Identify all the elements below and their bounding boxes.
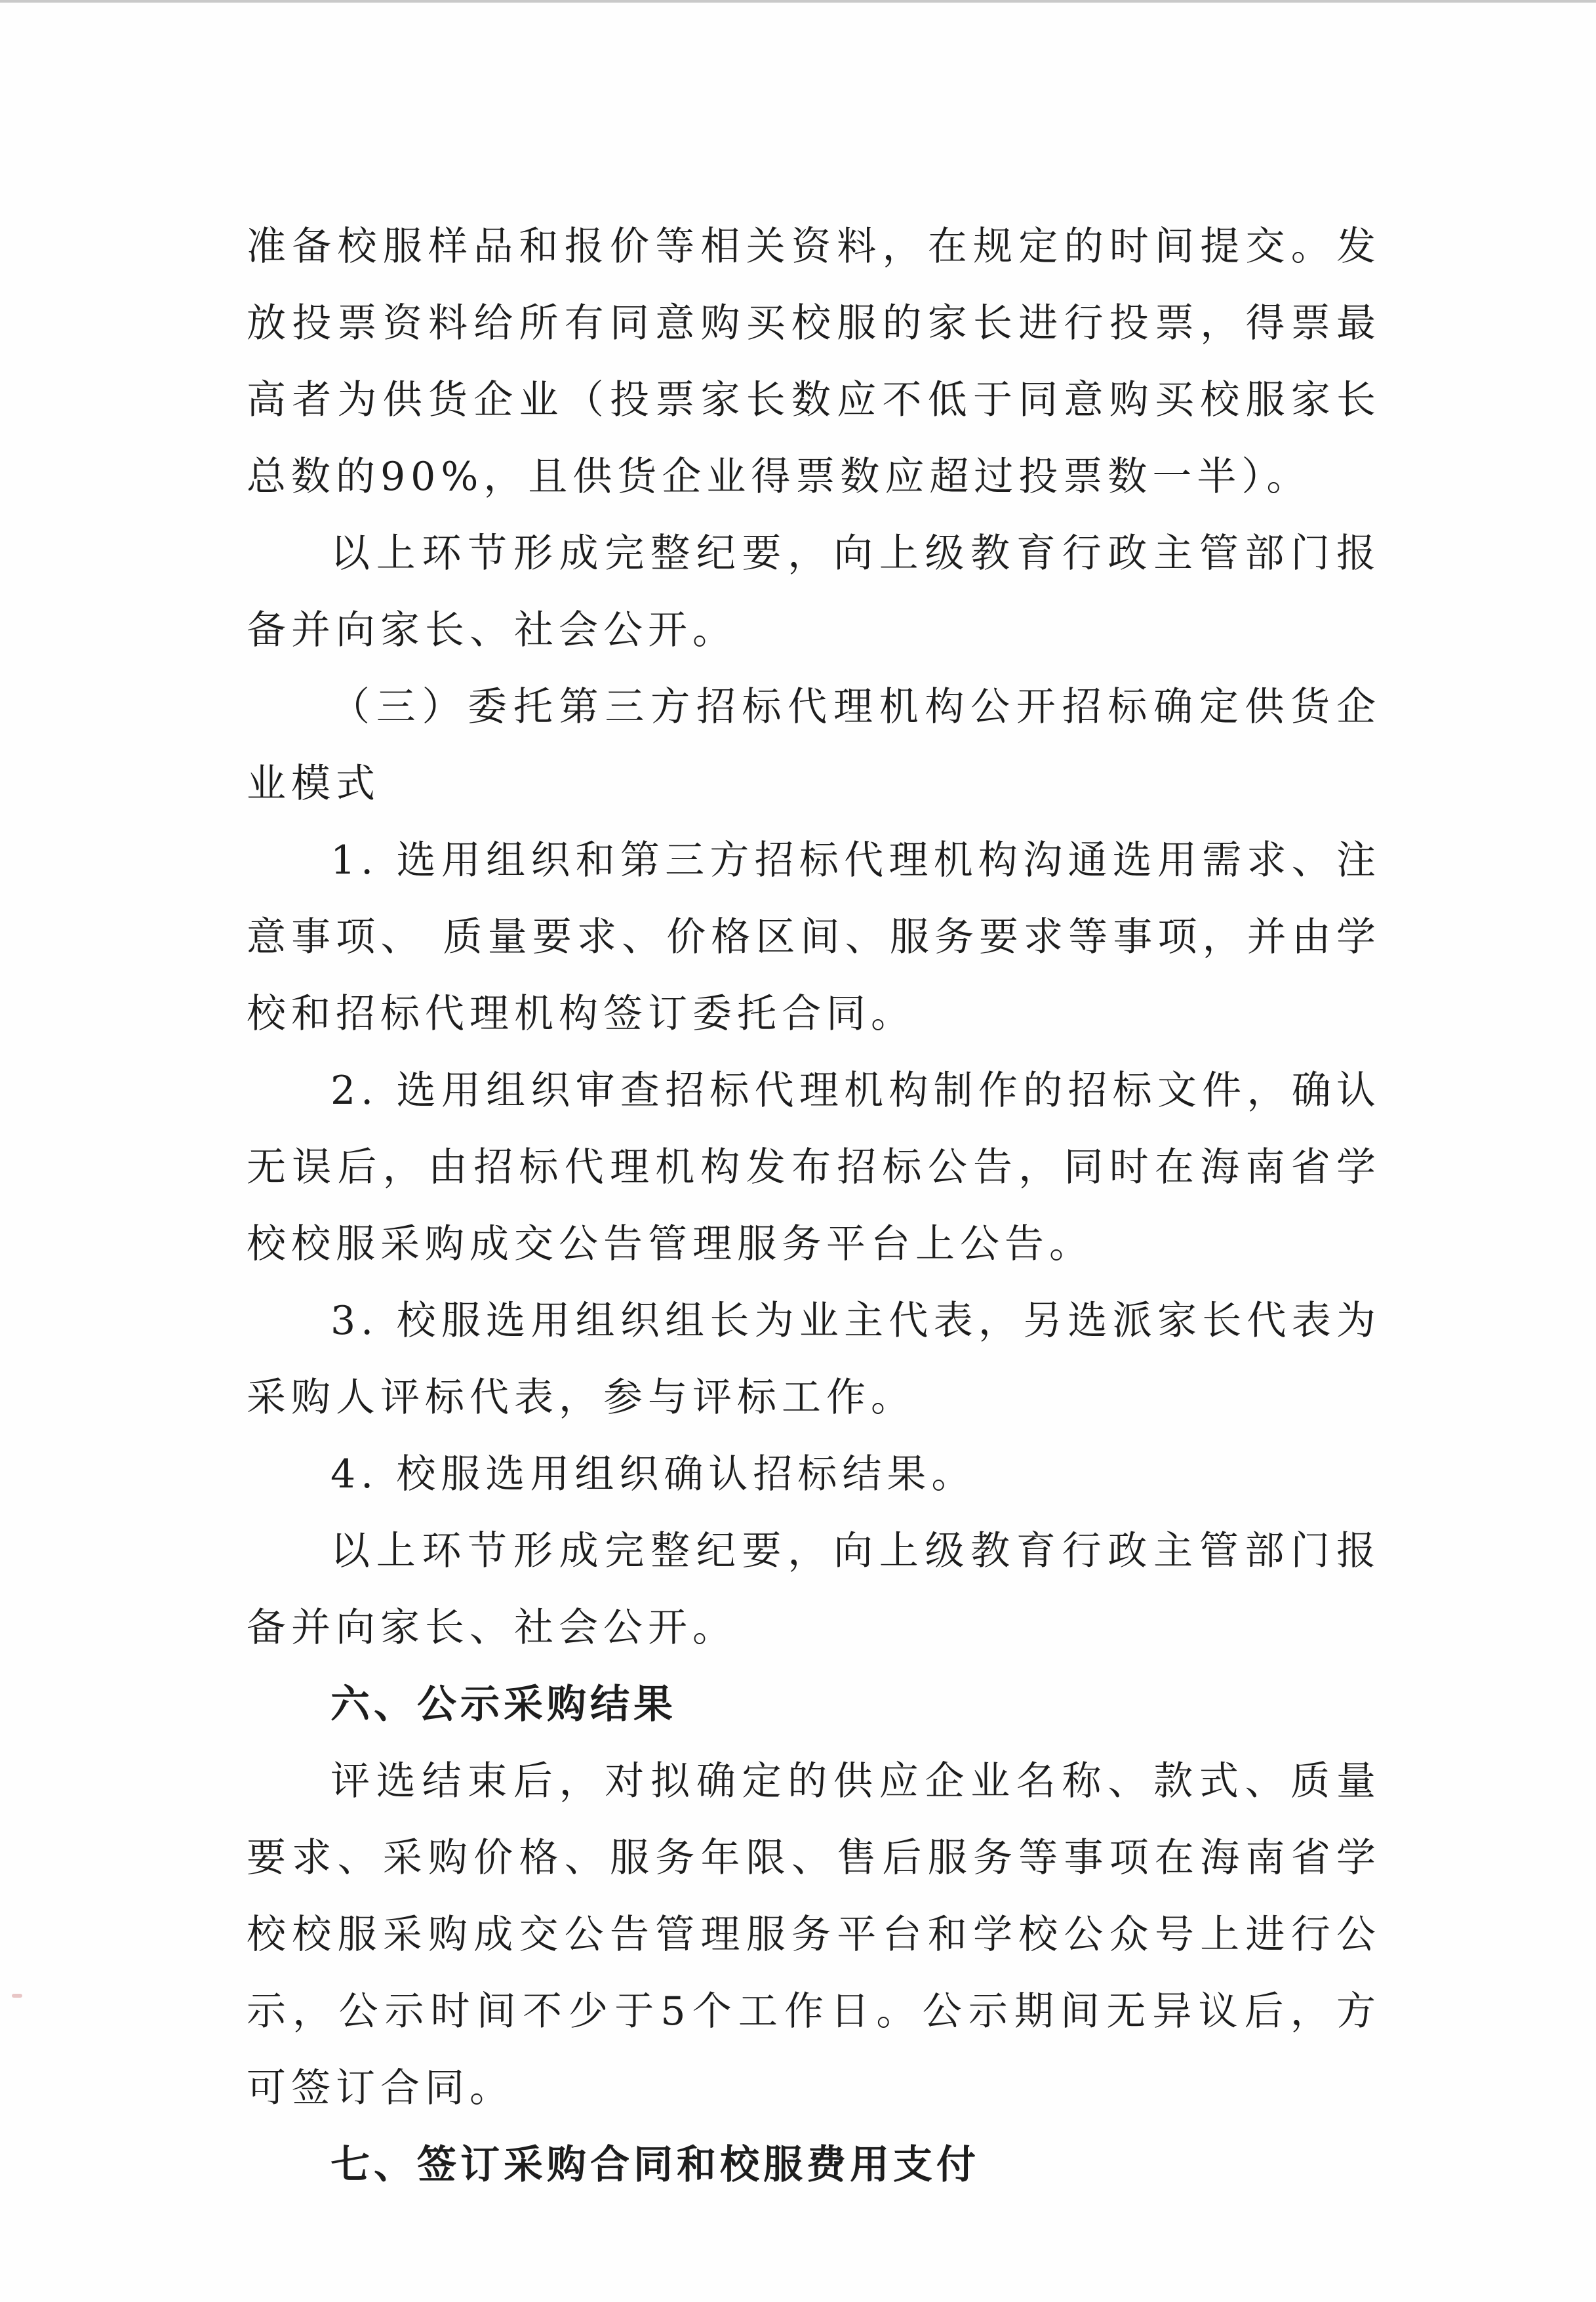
- section-heading-publicize-results: 六、公示采购结果: [330, 1682, 677, 1727]
- paragraph-publicize-details: 评选结束后，对拟确定的供应企业名称、款式、质量要求、采购价格、服务年限、售后服务等事项在海南省学校校服采购成交公告管理服务平台和学校公众号上进行公示，公示时间不少于5个工作日。公示期间无异议后，方可签订合同。: [247, 1758, 1381, 2111]
- paragraph-report-summary-1: 以上环节形成完整纪要，向上级教育行政主管部门报备并向家长、社会公开。: [247, 531, 1381, 653]
- paragraph-voting-materials: 准备校服样品和报价等相关资料，在规定的时间提交。发放投票资料给所有同意购买校服的家长进行投票，得票最高者为供货企业（投票家长数应不低于同意购买校服家长总数的90%，且供货企业得票数应超过投票数一半）。: [247, 224, 1381, 500]
- paragraph-step-1: 1. 选用组织和第三方招标代理机构沟通选用需求、注意事项、 质量要求、价格区间、服务要求等事项，并由学校和招标代理机构签订委托合同。: [247, 838, 1381, 1037]
- section-heading-sign-contract: 七、签订采购合同和校服费用支付: [330, 2142, 980, 2188]
- paragraph-step-2: 2. 选用组织审查招标代理机构制作的招标文件，确认无误后，由招标代理机构发布招标公告，同时在海南省学校校服采购成交公告管理服务平台上公告。: [247, 1068, 1381, 1267]
- paragraph-step-4: 4. 校服选用组织确认招标结果。: [330, 1451, 976, 1497]
- scan-edge-divider: [0, 0, 1596, 3]
- paragraph-report-summary-2: 以上环节形成完整纪要，向上级教育行政主管部门报备并向家长、社会公开。: [247, 1528, 1381, 1651]
- paragraph-step-3: 3. 校服选用组织组长为业主代表，另选派家长代表为采购人评标代表，参与评标工作。: [247, 1298, 1381, 1421]
- subheading-third-party-tender: （三）委托第三方招标代理机构公开招标确定供货企业模式: [247, 684, 1381, 807]
- scan-speck: [12, 1994, 22, 1998]
- document-body: [247, 209, 1381, 2204]
